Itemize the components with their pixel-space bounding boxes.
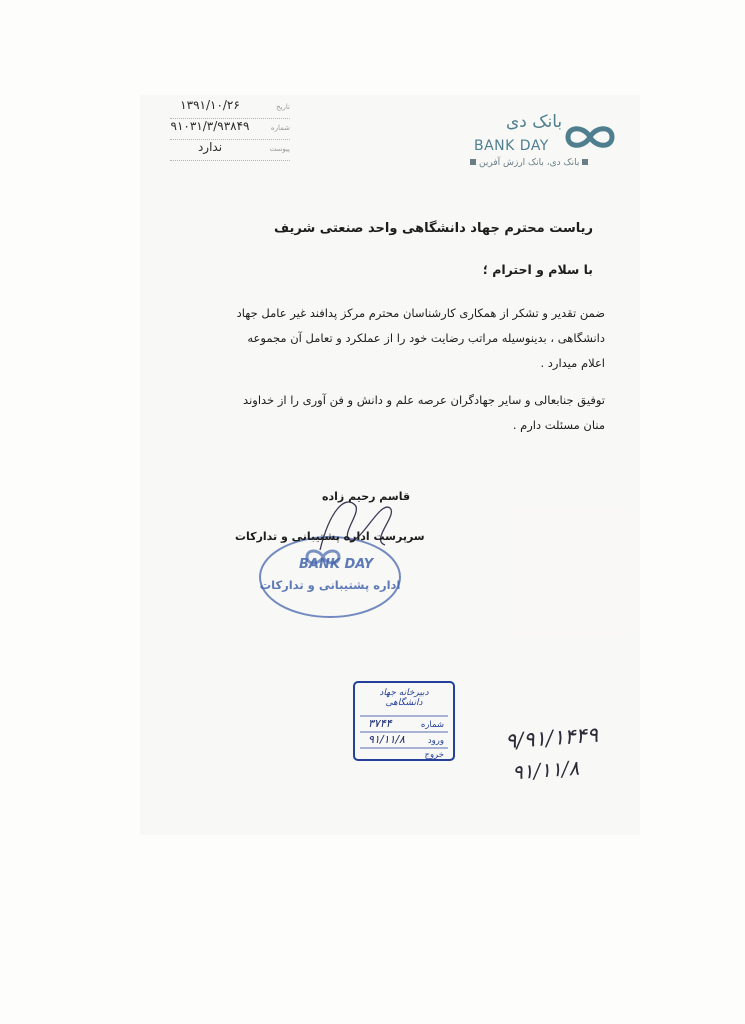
number-row — [170, 119, 290, 140]
tagline-square-icon — [582, 159, 588, 165]
bank-logo — [470, 110, 620, 180]
bank-name-en: BANK DAY — [474, 138, 549, 154]
addressee: ریاست محترم جهاد دانشگاهی واحد صنعتی شریف — [274, 221, 593, 236]
paragraph-1: ضمن تقدیر و تشکر از همکاری کارشناسان محترم مرکز پدافند غیر عامل جهاد دانشگاهی ، بدینوسیله مراتب رضایت خود را از عملکرد و تعامل آن مجموعه اعلام میدارد . — [236, 306, 605, 370]
tagline-text: بانک دی، بانک ارزش آفرین — [479, 158, 580, 168]
received-number-row — [364, 717, 444, 732]
handwritten-date: ۹۱/۱۱/۸ — [511, 755, 580, 785]
tagline-square-icon — [470, 159, 476, 165]
date-label: تاریخ — [276, 103, 290, 111]
handwritten-reference: ۹/۹۱/۱۴۴۹ — [504, 722, 599, 754]
bank-logo-mark-icon — [560, 120, 620, 154]
attachment-row — [170, 140, 290, 161]
attachment-value: ندارد — [197, 140, 223, 154]
received-number-label: شماره — [420, 720, 444, 730]
stamp-brand: BANK DAY — [299, 557, 374, 572]
received-number-value: ۳۷۴۴ — [368, 717, 392, 730]
received-in-row — [364, 733, 444, 748]
number-label: شماره — [270, 124, 290, 132]
bank-tagline — [470, 158, 588, 168]
paragraph-2: توفیق جنابعالی و سایر جهادگران عرصه علم و دانش و فن آوری را از خداوند منان مسئلت دارم . — [243, 393, 605, 432]
received-stamp — [352, 680, 456, 762]
attachment-label: پیوست — [269, 145, 290, 153]
received-stamp-title: دبیرخانه جهاد دانشگاهی — [379, 688, 429, 708]
stamp-text: اداره پشتیبانی و تدارکات — [259, 578, 401, 592]
signer-title: سرپرست اداره پشتیبانی و تدارکات — [235, 530, 425, 543]
received-out-row — [364, 750, 444, 762]
date-row — [170, 98, 290, 119]
greeting: با سلام و احترام ؛ — [482, 262, 593, 277]
number-value: ۹۱۰۳۱/۳/۹۳۸۴۹ — [170, 119, 250, 133]
letter-meta — [170, 98, 290, 161]
signer-name: قاسم رحیم زاده — [322, 490, 411, 503]
received-out-label: خروج — [424, 750, 444, 760]
bank-name-fa: بانک دی — [506, 112, 563, 132]
received-in-label: ورود — [427, 736, 444, 746]
received-in-value: ۹۱/۱۱/۸ — [368, 733, 405, 746]
date-value: ۱۳۹۱/۱۰/۲۶ — [180, 98, 240, 112]
